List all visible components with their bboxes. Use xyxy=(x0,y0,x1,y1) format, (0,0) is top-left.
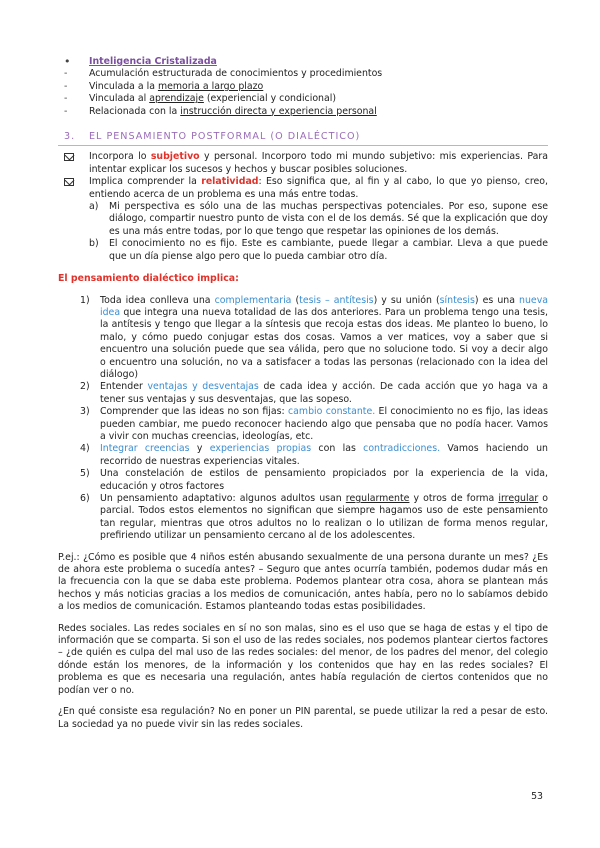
regulation-paragraph: ¿En qué consiste esa regulación? No en poner un PIN parental, se puede utilizar la red a pesar de esto. La sociedad ya no puede vivir sin las redes sociales. xyxy=(58,706,548,730)
section-number: 3. xyxy=(64,131,76,143)
list-item xyxy=(58,151,548,176)
sub-item-text: Mi perspectiva es sólo una de las muchas perspectivas potenciales. Por eso, supone ese diálogo, compartir nuestro punto de vista con el de los demás. Sé que la explicación que doy es una más entre todas, por lo que tengo que respetar las opiniones de los demás. xyxy=(109,201,548,237)
blue-term: tesis – antítesis xyxy=(299,294,374,306)
item-text: Un pensamiento adaptativo: algunos adultos usan xyxy=(100,493,346,504)
list-text: (experiencial y condicional) xyxy=(203,93,336,105)
item-number: 4) xyxy=(80,443,90,455)
section-heading xyxy=(58,131,548,146)
item-text: que integra una nueva totalidad de las dos anteriores. Para un problema tengo una tesis, la antítesis y tengo que llegar a la síntesis que recoja estas dos ideas. Me planteo lo bueno, lo malo, y cómo puedo conjugar estas dos cosas. Vamos a ver matices, voy a saber que si encuentro una solución puede que sea válida, pero que no solucione todo. Si voy a decir algo o encuentro una solución, no va a satisfacer a todas las personas (relacionado con la idea del diálogo) xyxy=(100,306,548,380)
underlined-text: regularmente xyxy=(345,493,410,504)
underlined-text: aprendizaje xyxy=(149,93,204,105)
sub-item xyxy=(89,238,548,263)
item-number: 1) xyxy=(80,294,90,306)
list-text: Relacionada con la xyxy=(89,105,181,117)
envelope-icon xyxy=(64,153,74,161)
item-number: 3) xyxy=(80,406,90,418)
item-text: ( xyxy=(291,294,300,306)
item-text: Vamos haciendo un recorrido de nuestras experiencias vitales. xyxy=(100,443,548,467)
social-networks-paragraph: Redes sociales. Las redes sociales en sí no son malas, sino es el uso que se haga de estas y el tipo de información que se comparta. Si son el uso de las redes sociales, nos podemos plantear ciertos factores – ¿de quién es culpa del mal uso de las redes sociales: del menor, de los padres del menor, del colegio dónde están los menores, de la información y los contenidos que hay en las redes sociales? El problema es que es necesaria una regulación, antes había regulación de ciertos contenidos que no podían ver o no. xyxy=(58,622,548,696)
item-text: ) es una xyxy=(474,294,520,306)
blue-term: ventajas y desventajas xyxy=(147,381,259,393)
list-title: Inteligencia Cristalizada xyxy=(89,56,217,67)
blue-term: Integrar creencias xyxy=(100,443,190,455)
list-item xyxy=(58,93,548,105)
dash-icon: - xyxy=(64,105,68,117)
item-text: Entender xyxy=(100,381,148,393)
crystallized-intelligence-list xyxy=(58,56,548,118)
list-item xyxy=(80,443,548,468)
postformal-list xyxy=(58,151,548,263)
dialectic-heading: El pensamiento dialéctico implica: xyxy=(58,273,239,285)
item-text: : Eso significa que, al fin y al cabo, lo que yo pienso, creo, entiendo acerca de un problema es una más entre todas. xyxy=(89,176,548,200)
blue-term: complementaria xyxy=(214,294,292,306)
example-paragraph: P.ej.: ¿Cómo es posible que 4 niños estén abusando sexualmente de una persona durante un mes? ¿Es de ahora este problema o sucedía antes? – Seguro que antes ocurría también, podemos dudar más en la frecuencia con la que se daba este problema. Podemos plantear otra cosa, ahora se plantean más hechos y más noticias gracias a los medios de comunicación, antes había, pero no lo sabíamos debido a los medios de comunicación. Estamos planteando todas estas posibilidades. xyxy=(58,551,548,613)
list-item xyxy=(80,381,548,406)
item-text: y otros de forma xyxy=(409,493,499,504)
blue-term: experiencias propias xyxy=(209,443,312,455)
item-number: 6) xyxy=(80,493,90,504)
sub-item-letter: a) xyxy=(89,201,99,213)
item-text: ) y su unión ( xyxy=(373,294,440,306)
sub-item-text: El conocimiento no es fijo. Este es cambiante, puede llegar a cambiar. Lleva a que puede que un día piense algo pero que lo pueda cambiar otro día. xyxy=(109,238,548,262)
underlined-text: instrucción directa y experiencia personal xyxy=(180,105,377,117)
item-number: 2) xyxy=(80,381,90,393)
section-title: EL PENSAMIENTO POSTFORMAL (O DIALÉCTICO) xyxy=(89,131,361,143)
item-text: Comprender que las ideas no son fijas: xyxy=(100,406,289,418)
blue-term: contradicciones. xyxy=(363,443,441,455)
item-text: con las xyxy=(311,443,364,455)
list-item xyxy=(58,176,548,263)
item-text: y xyxy=(189,443,210,455)
item-text: o parcial. Todos estos elementos no significan que siempre hagamos uso de este pensamiento tan regular, mientras que otros adultos no lo realizan o lo utilizan de forma menos regular, prefiriendo utilizar un pensamiento cercano al de los adolescentes. xyxy=(100,493,548,542)
dash-icon: - xyxy=(64,68,68,80)
item-number: 5) xyxy=(80,468,90,480)
list-item xyxy=(80,493,548,543)
item-text: de cada idea y acción. De cada acción que yo haga va a tener sus ventajas y sus desventajas, que las sopeso. xyxy=(100,381,548,405)
list-item xyxy=(80,406,548,443)
list-text: Vinculada al xyxy=(89,93,150,105)
list-item xyxy=(58,81,548,93)
list-text: Vinculada a la xyxy=(89,80,158,92)
blue-term: cambio constante. xyxy=(288,406,376,418)
list-item xyxy=(58,68,548,80)
blue-term: síntesis xyxy=(439,294,475,306)
item-text: El conocimiento no es fijo, las ideas pueden cambiar, me puedo reconocer haciendo algo que pensaba que no podía hacer. Vamos a vivir con muchas creencias, ideologías, etc. xyxy=(100,406,548,442)
envelope-icon xyxy=(64,178,74,186)
dash-icon: - xyxy=(64,93,68,105)
item-text: Toda idea conlleva una xyxy=(100,294,215,306)
list-item xyxy=(80,295,548,382)
sub-item-letter: b) xyxy=(89,238,99,250)
sub-item xyxy=(89,201,548,238)
list-item xyxy=(58,106,548,118)
underlined-text: memoria a largo plazo xyxy=(157,80,264,92)
dialectic-list xyxy=(58,295,548,543)
highlight-term: subjetivo xyxy=(150,151,200,163)
dash-icon: - xyxy=(64,80,68,92)
page-number: 53 xyxy=(531,791,543,802)
blue-term: nueva idea xyxy=(100,294,548,318)
item-text: Incorpora lo xyxy=(89,151,151,163)
highlight-term: relatividad xyxy=(201,176,259,188)
list-text: Acumulación estructurada de conocimientos y procedimientos xyxy=(89,68,383,80)
item-text: Una constelación de estilos de pensamiento propiciados por la experiencia de la vida, educación y otros factores xyxy=(100,468,548,492)
bullet-icon: • xyxy=(64,55,71,68)
item-text: Implica comprender la xyxy=(89,176,202,188)
underlined-text: irregular xyxy=(498,493,539,504)
list-item xyxy=(58,56,548,68)
item-text: y personal. Incorporo todo mi mundo subjetivo: mis experiencias. Para intentar explicar los sucesos y hechos y buscar posibles soluciones. xyxy=(89,151,548,175)
list-item xyxy=(80,468,548,493)
